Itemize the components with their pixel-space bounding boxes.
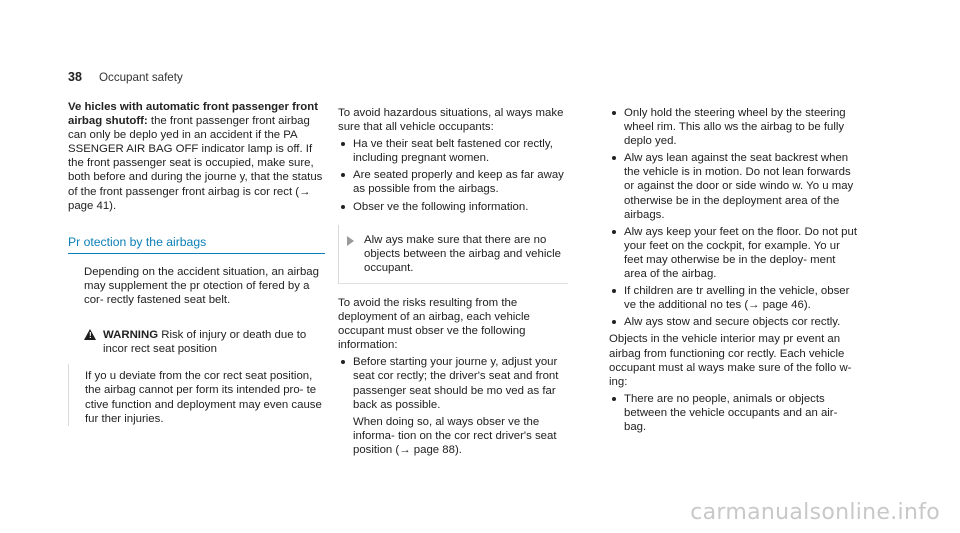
protection-section (68, 235, 323, 307)
objects-list (609, 392, 859, 434)
note-box (338, 225, 568, 284)
list-item: Obser ve the following information. (338, 200, 568, 214)
list-item: If children are tr avelling in the vehicle, obser ve the additional no tes (→ page 46). (609, 284, 859, 312)
warning-header (68, 322, 323, 362)
column-2 (338, 106, 568, 460)
list-item: Ha ve their seat belt fastened cor rectly, including pregnant women. (338, 137, 568, 165)
warning-title-text: Risk of injury or death due to incor rect seat position (103, 329, 307, 356)
list-item: Alw ays stow and secure objects cor rectly. (609, 315, 859, 329)
warning-box (68, 322, 323, 426)
list-item: There are no people, animals or objects between the vehicle occupants and an air‐ bag. (609, 392, 859, 434)
col2-para: To avoid the risks resulting from the deployment of an airbag, each vehicle occupant must obser ve the following information: (338, 296, 530, 352)
list-item-subtext: When doing so, al ways obser ve the informa‐ tion on the cor rect driver's seat position (→ page 88). (353, 415, 557, 456)
protection-heading: Pr otection by the airbags (68, 234, 207, 249)
col3-para: Objects in the vehicle interior may pr event an airbag from functioning cor rectly. Each vehicle occupant must al ways make sure of the follo w‐ ing: (609, 333, 852, 388)
watermark: carmanualsonline.info (690, 500, 940, 525)
section-title: Occupant safety (99, 71, 183, 84)
list-item-text: Before starting your journe y, adjust your seat cor rectly; the driver's seat and front passenger seat should be mo ved as far back as possible. (353, 356, 559, 411)
intro-text: the front passenger front airbag can only be deplo yed in an accident if the PA SSENGER AIR BAG OFF indicator lamp is off. If the front passenger seat is occupied, make sure, both before and during the journe y, that the status of the front passenger front airbag is cor rect (→ page 41). (68, 115, 323, 212)
deployment-list (338, 355, 568, 457)
column-3 (609, 106, 859, 437)
list-item: Only hold the steering wheel by the steering wheel rim. This allo ws the airbag to be fully deplo yed. (609, 106, 859, 148)
intro-bold-heading: Ve hicles with automatic front passenger front airbag shutoff: (68, 101, 319, 128)
list-item: Alw ays lean against the seat backrest when the vehicle is in motion. Do not lean forwards or against the door or side windo w. Yo u may otherwise be in the deployment area of the airbags. (609, 151, 859, 221)
occupant-list (338, 137, 568, 213)
warning-body: If yo u deviate from the cor rect seat position, the airbag cannot per form its intended pro‐ te ctive function and deployment may even cause fur ther injuries. (68, 364, 323, 425)
note-text: Alw ays make sure that there are no objects between the airbag and vehicle occupant. (364, 233, 561, 274)
warning-label: WARNING (103, 329, 159, 342)
warning-triangle-icon: ! (84, 329, 96, 340)
page-number: 38 (68, 70, 82, 84)
note-arrow-icon (347, 236, 354, 246)
list-item: Are seated properly and keep as far away as possible from the airbags. (338, 168, 568, 196)
safety-list (609, 106, 859, 329)
protection-text: Depending on the accident situation, an airbag may supplement the pr otection of fered by a cor‐ rectly fastened seat belt. (84, 265, 319, 307)
list-item (338, 355, 568, 457)
heading-rule (68, 253, 325, 254)
list-item: Alw ays keep your feet on the floor. Do not put your feet on the cockpit, for example. Yo ur feet may otherwise be in the deploy‐ ment area of the airbag. (609, 225, 859, 281)
warning-title (103, 328, 317, 356)
column-1 (68, 100, 323, 426)
intro-paragraph (68, 100, 323, 213)
col2-intro: To avoid hazardous situations, al ways make sure that all vehicle occupants: (338, 107, 564, 134)
